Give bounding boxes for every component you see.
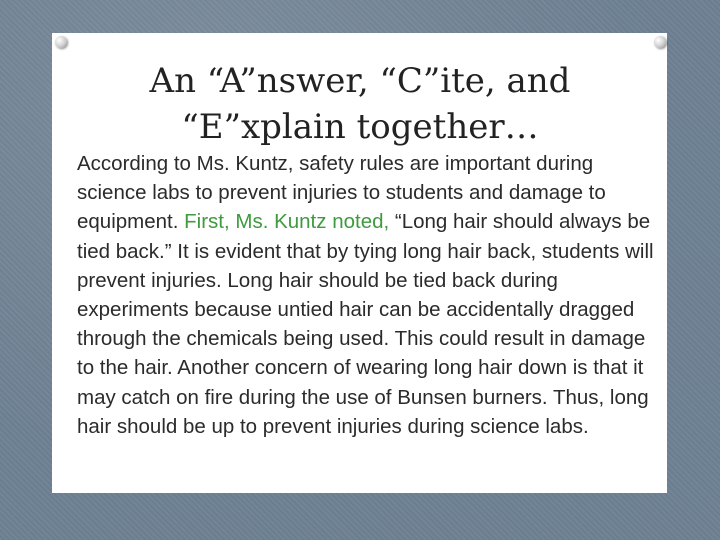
- paragraph-part-1: According to Ms. Kuntz, safety rules are important during science labs to prevent injuries to students and damage to equipment.: [77, 152, 606, 234]
- body-paragraph: [77, 149, 657, 441]
- cite-sentence: First, Ms. Kuntz noted,: [184, 210, 390, 234]
- paragraph-part-2: “Long hair should always be tied back.” It is evident that by tying long hair back, students will prevent injuries. Long hair should be tied back during experiments because untied hair can be accidentally dragged through the chemicals being used. This could result in damage to the hair. Another concern of wearing long hair down is that it may catch on fire during the use of Bunsen burners. Thus, long hair should be up to prevent injuries during science labs.: [77, 210, 654, 438]
- title-line-1: An “A”nswer, “C”ite, and: [149, 61, 571, 101]
- slide-title: [75, 58, 645, 150]
- pushpin-icon: [55, 36, 67, 48]
- title-line-2: “E”xplain together…: [181, 107, 539, 147]
- pushpin-icon: [654, 36, 666, 48]
